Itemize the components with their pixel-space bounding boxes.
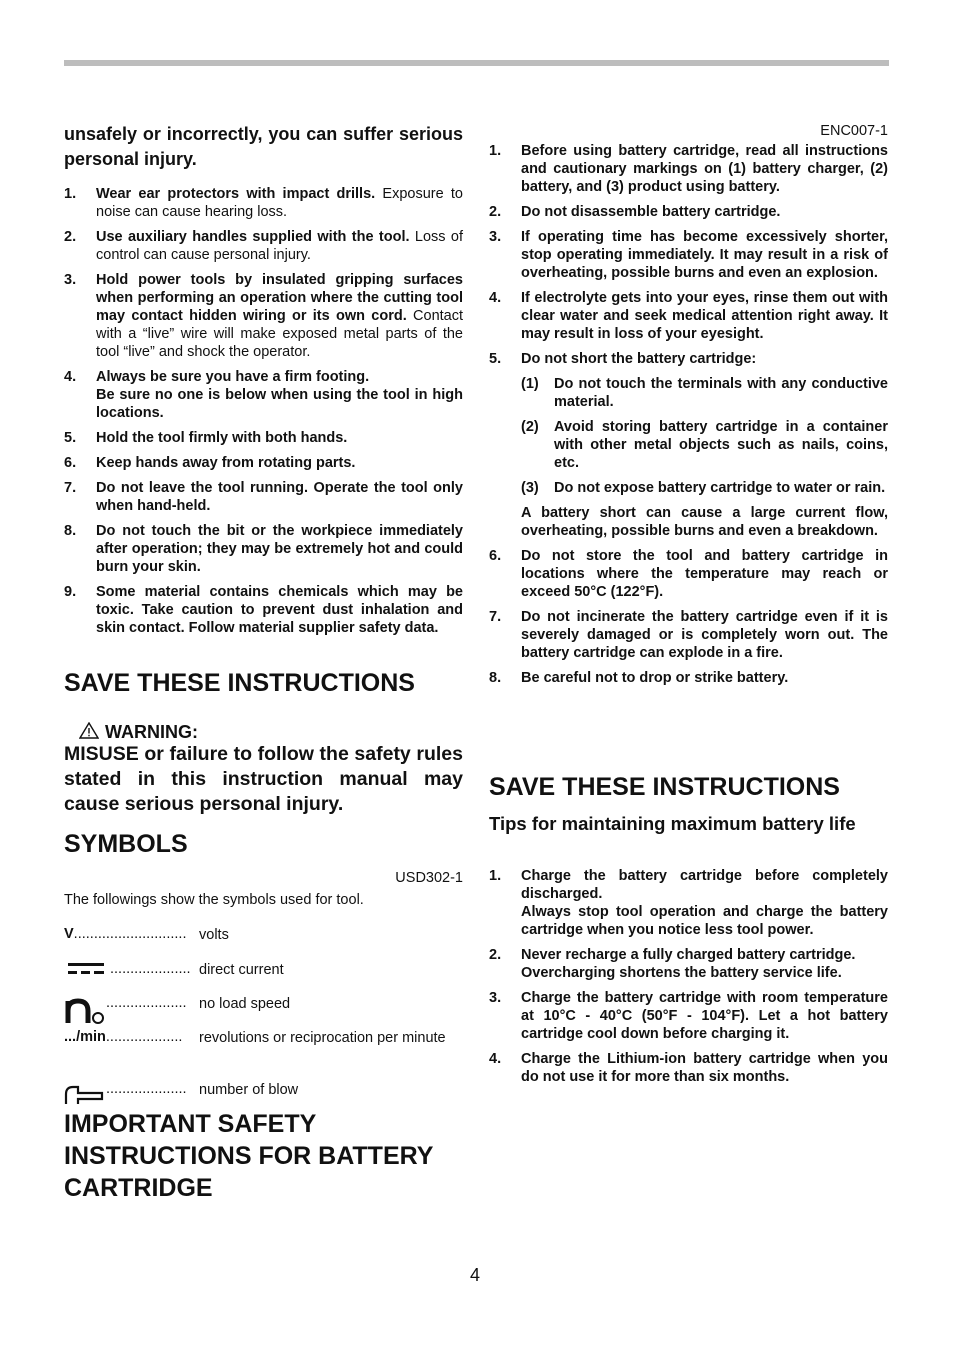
- sub-list-item: (1) Do not touch the terminals with any conductive material.: [521, 376, 888, 410]
- header-rule: [64, 60, 889, 66]
- sub-list-item: (2) Avoid storing battery cartridge in a container with other metal objects such as nails, coins, etc.: [521, 419, 888, 471]
- symbols-heading: SYMBOLS: [64, 830, 188, 858]
- list-item: 4. Always be sure you have a firm footing. Be sure no one is below when using the tool in high locations.: [64, 369, 463, 421]
- list-item: 2. Use auxiliary handles supplied with the tool. Loss of control can cause personal injury.: [64, 229, 463, 263]
- symbols-intro: The followings show the symbols used for tool.: [64, 892, 364, 908]
- dot-leader: ....................: [106, 995, 187, 1011]
- list-item: 6. Do not store the tool and battery cartridge in locations where the temperature may reach or exceed 50°C (122°F).: [489, 548, 888, 600]
- save-instructions-heading: SAVE THESE INSTRUCTIONS: [64, 669, 415, 697]
- sub-list: [521, 375, 888, 497]
- lead-paragraph: unsafely or incorrectly, you can suffer serious personal injury.: [64, 124, 463, 169]
- symbol-description: no load speed: [199, 996, 291, 1012]
- page-number: 4: [470, 1265, 481, 1285]
- symbol-row-direct-current: [64, 961, 463, 981]
- short-circuit-note: A battery short can cause a large current flow, overheating, possible burns and even a breakdown.: [521, 505, 888, 539]
- list-item: 6. Keep hands away from rotating parts.: [64, 455, 356, 471]
- dot-leader: ....................: [106, 1081, 187, 1097]
- battery-safety-list: [489, 142, 888, 694]
- general-safety-list: [64, 185, 463, 644]
- save-instructions-heading-2: SAVE THESE INSTRUCTIONS: [489, 773, 840, 801]
- list-item: 7. Do not leave the tool running. Operate the tool only when hand-held.: [64, 480, 463, 514]
- warning-block: [64, 722, 463, 817]
- list-item: 2. Never recharge a fully charged battery cartridge. Overcharging shortens the battery service life.: [489, 947, 856, 981]
- list-item: 4. If electrolyte gets into your eyes, rinse them out with clear water and seek medical attention right away. It may result in loss of your eyesight.: [489, 290, 888, 342]
- list-item: 1. Before using battery cartridge, read all instructions and cautionary markings on (1) battery charger, (2) battery, and (3) product using battery.: [489, 143, 888, 195]
- list-item: 5. Hold the tool firmly with both hands.: [64, 430, 348, 446]
- list-item: 2. Do not disassemble battery cartridge.: [489, 204, 781, 220]
- list-item: 4. Charge the Lithium-ion battery cartridge when you do not use it for more than six months.: [489, 1051, 888, 1085]
- sub-list-item: (3) Do not expose battery cartridge to water or rain.: [521, 480, 886, 496]
- list-item: 1. Charge the battery cartridge before completely discharged. Always stop tool operation and charge the battery cartridge when you notice less tool power.: [489, 868, 888, 938]
- symbol-description: volts: [199, 927, 229, 943]
- warning-triangle-icon: [79, 722, 99, 739]
- number-of-blow-icon: [64, 1082, 106, 1106]
- warning-label: WARNING:: [105, 722, 198, 742]
- symbol-row-no-load-speed: [64, 988, 463, 1026]
- symbols-code: USD302-1: [395, 870, 463, 886]
- per-minute-symbol: .../min: [64, 1029, 106, 1045]
- battery-tips-list: [489, 867, 888, 1093]
- symbol-description: number of blow: [199, 1082, 299, 1098]
- battery-tips-heading: Tips for maintaining maximum battery life: [489, 813, 856, 834]
- direct-current-icon: [68, 963, 106, 975]
- warning-text: MISUSE or failure to follow the safety rules stated in this instruction manual may cause serious personal injury.: [64, 743, 463, 815]
- list-item: 8. Be careful not to drop or strike battery.: [489, 670, 789, 686]
- list-item: 1. Wear ear protectors with impact drills. Exposure to noise can cause hearing loss.: [64, 186, 463, 220]
- list-item: 7. Do not incinerate the battery cartridge even if it is severely damaged or is completely worn out. The battery cartridge can explode in a fire.: [489, 609, 888, 661]
- symbol-row-number-of-blow: [64, 1080, 463, 1104]
- volts-symbol: V: [64, 926, 74, 942]
- dot-leader: ...................: [105, 1029, 183, 1045]
- battery-safety-heading: IMPORTANT SAFETY INSTRUCTIONS FOR BATTERY CARTRIDGE: [64, 1110, 433, 1202]
- symbol-description: revolutions or reciprocation per minute: [199, 1030, 446, 1046]
- warning-heading: [64, 722, 463, 743]
- symbol-row-volts: [64, 926, 463, 946]
- symbol-description: direct current: [199, 962, 284, 978]
- list-item: 8. Do not touch the bit or the workpiece immediately after operation; they may be extremely hot and could burn your skin.: [64, 523, 463, 575]
- list-item: 3. If operating time has become excessively shorter, stop operating immediately. It may result in a risk of overheating, possible burns and even an explosion.: [489, 229, 888, 281]
- dot-leader: ............................: [73, 926, 187, 942]
- symbol-row-per-minute: [64, 1029, 463, 1069]
- dot-leader: ....................: [110, 961, 191, 977]
- list-item: 3. Hold power tools by insulated gripping surfaces when performing an operation where the cutting tool may contact hidden wiring or its own cord. Contact with a “live” wire will make exposed metal parts of the tool “live” and shock the operator.: [64, 272, 463, 360]
- section-code: ENC007-1: [820, 123, 888, 139]
- list-item: 9. Some material contains chemicals which may be toxic. Take caution to prevent dust inhalation and skin contact. Follow material supplier safety data.: [64, 584, 463, 636]
- no-load-speed-icon: [64, 991, 106, 1025]
- list-item: 5. Do not short the battery cartridge: (1) Do not touch the terminals with any conductive material. (2) Avoid storing battery cartridge in a container with other metal objects such as nails, coins, etc. (3) Do not expose battery cartridge to water or rain. A battery short can cause a large current flow, overheating, possible burns and even a breakdown.: [489, 351, 888, 539]
- list-item: 3. Charge the battery cartridge with room temperature at 10°C - 40°C (50°F - 104°F). Let a hot battery cartridge cool down before charging it.: [489, 990, 888, 1042]
